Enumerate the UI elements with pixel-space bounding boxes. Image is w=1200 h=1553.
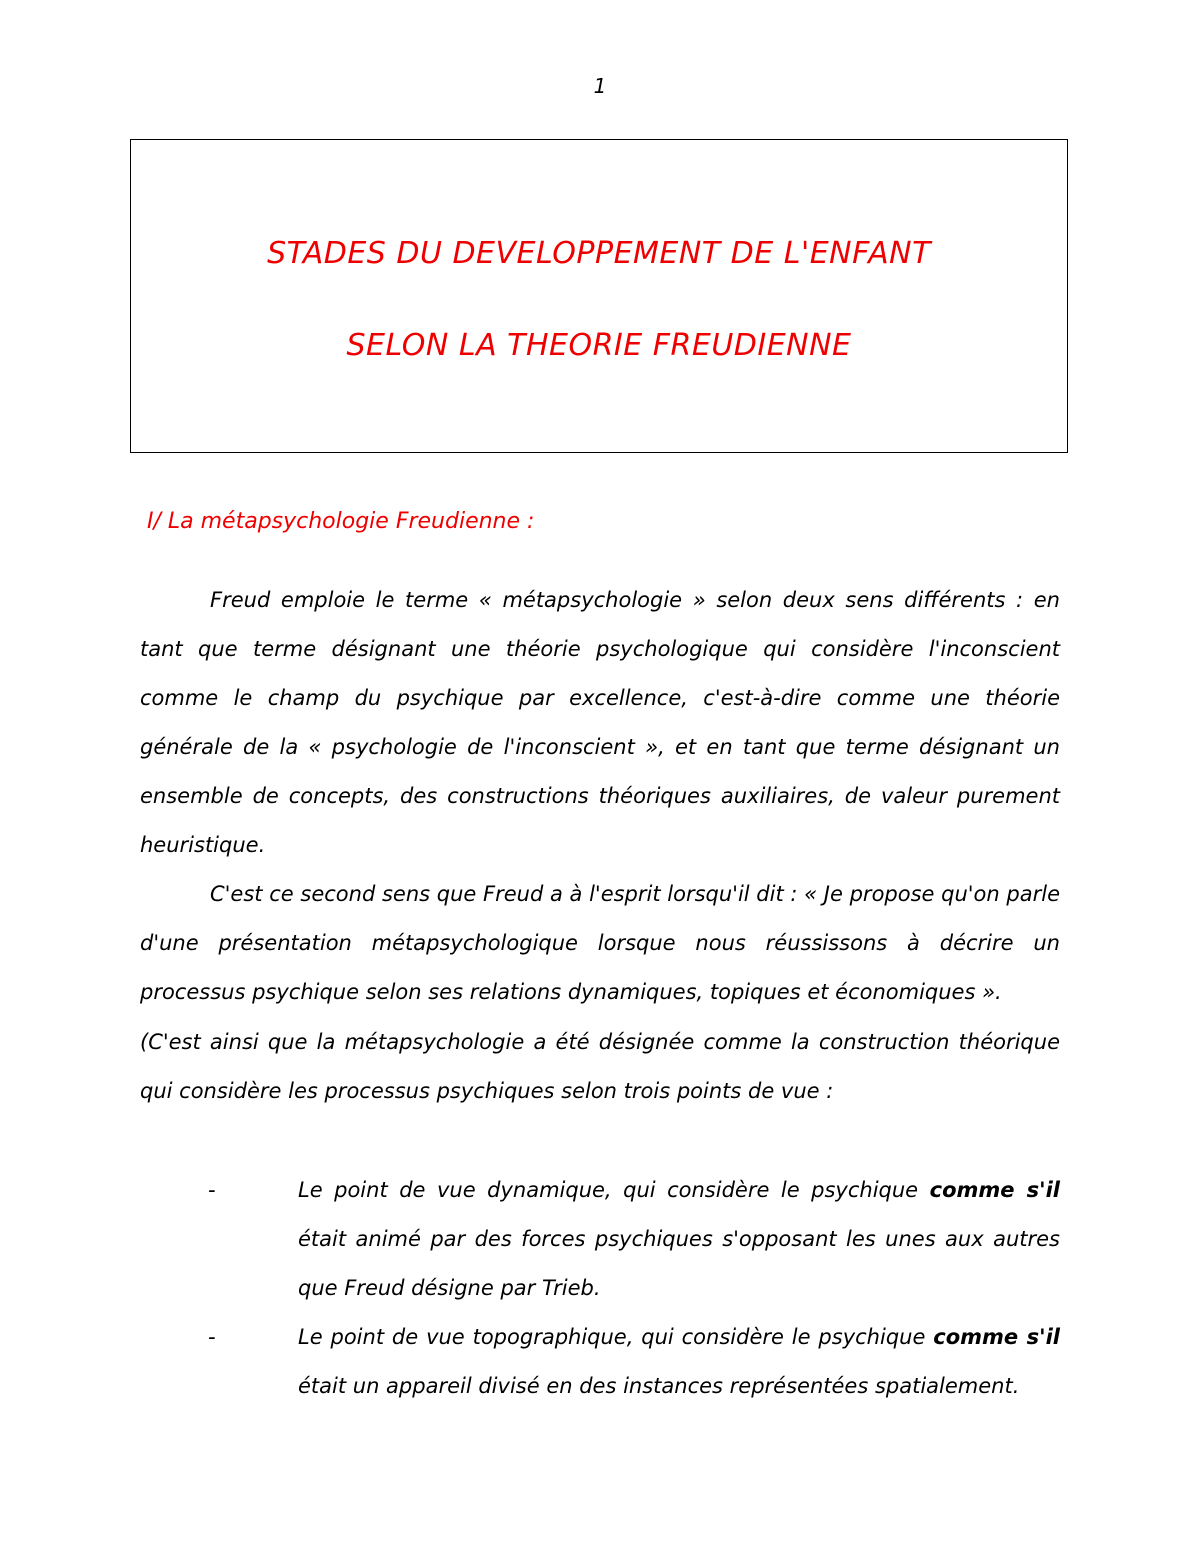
paragraph-2: C'est ce second sens que Freud a à l'esprit lorsqu'il dit : « Je propose qu'on parle d'une présentation métapsychologique lorsque nous réussissons à décrire un processus psychique selon ses relations dynamiques, topiques et économiques ».	[140, 882, 1060, 1004]
title-box	[130, 139, 1068, 453]
list-item-text	[298, 1166, 1060, 1313]
section-heading: I/ La métapsychologie Freudienne :	[147, 509, 535, 534]
list-item-text	[298, 1313, 1060, 1411]
list-bullet: -	[208, 1178, 216, 1202]
list-item-text-start: Le point de vue topographique, qui considère le psychique	[298, 1325, 934, 1349]
list-item-emphasis: comme s'il	[933, 1325, 1060, 1349]
document-title-line1: STADES DU DEVELOPPEMENT DE L'ENFANT	[267, 236, 931, 271]
list-item-text-end: était un appareil divisé en des instances représentées spatialement.	[298, 1374, 1020, 1398]
list-item	[140, 1313, 1060, 1411]
list-bullet: -	[208, 1325, 216, 1349]
list-item-emphasis: comme s'il	[929, 1178, 1060, 1202]
list-item	[140, 1166, 1060, 1313]
paragraph-3: (C'est ainsi que la métapsychologie a été désignée comme la construction théorique qui considère les processus psychiques selon trois points de vue :	[140, 1030, 1060, 1103]
paragraph-1: Freud emploie le terme « métapsychologie » selon deux sens différents : en tant que terme désignant une théorie psychologique qui considère l'inconscient comme le champ du psychique par excellence, c'est-à-dire comme une théorie générale de la « psychologie de l'inconscient », et en tant que terme désignant un ensemble de concepts, des constructions théoriques auxiliaires, de valeur purement heuristique.	[140, 588, 1060, 857]
list-item-text-end: était animé par des forces psychiques s'opposant les unes aux autres que Freud désigne par Trieb.	[298, 1227, 1060, 1300]
document-title-line2: SELON LA THEORIE FREUDIENNE	[346, 328, 852, 363]
list-item-text-start: Le point de vue dynamique, qui considère le psychique	[298, 1178, 930, 1202]
page-number: 1	[593, 74, 607, 98]
